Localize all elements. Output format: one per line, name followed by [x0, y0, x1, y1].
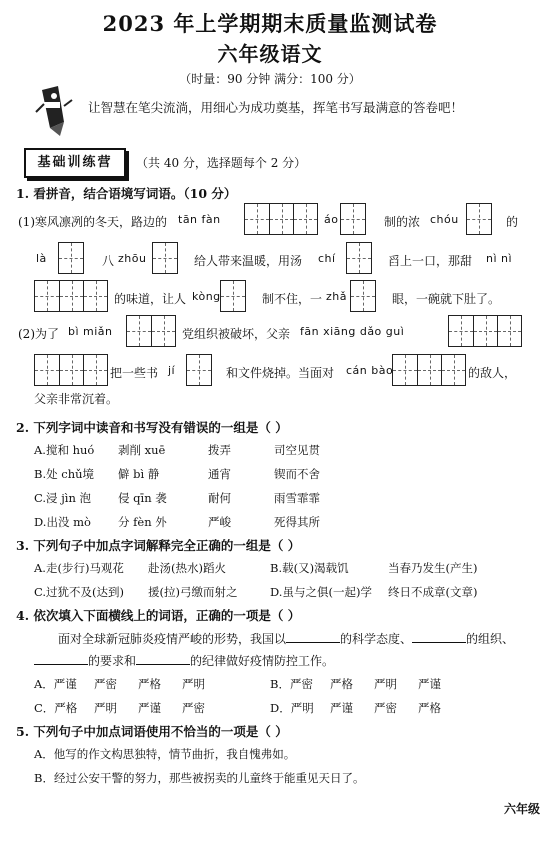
q4-option-a: 严格	[138, 677, 161, 691]
pinyin: tān fàn	[178, 213, 221, 226]
fill-blank[interactable]	[136, 653, 190, 665]
pinyin: fān xiāng dǎo guì	[300, 325, 405, 338]
writing-box[interactable]	[34, 280, 108, 312]
motto-text: 让智慧在笔尖流淌，用细心为成功奠基，挥笔书写最满意的答卷吧！	[88, 100, 464, 115]
q2-option: 司空见贯	[274, 443, 320, 457]
q3-option-c: 援(拉)弓缴而射之	[148, 585, 238, 599]
q2-option: A.搅和 huó	[34, 443, 95, 457]
q4-title: 4. 依次填入下面横线上的词语，正确的一项是（ ）	[16, 608, 301, 623]
q1-text: 把一些书	[110, 366, 159, 380]
q1-text: (1)寒风凛冽的冬天，路边的	[18, 215, 167, 229]
section-note: （共 40 分，选择题每个 2 分）	[136, 156, 307, 170]
q4-option-a: A．严谨	[34, 677, 77, 691]
q2-option: 剥削 xuē	[118, 443, 166, 457]
section-badge: 基础训练营	[24, 148, 126, 178]
q5-option-b: B．经过公安干警的努力，那些被拐卖的儿童终于能重见天日了。	[34, 771, 365, 785]
q2-option: 死得其所	[274, 515, 320, 529]
q1-text: 舀上一口，那甜	[388, 254, 473, 268]
q4-option-b: B．严密	[270, 677, 313, 691]
q4-option-d: 严格	[418, 701, 441, 715]
writing-box[interactable]	[466, 203, 492, 235]
pinyin: zhōu	[118, 252, 147, 265]
q3-option-b: 当春乃发生(产生)	[388, 561, 478, 575]
q5-option-a: A．他写的作文构思独特，情节曲折，我自愧弗如。	[34, 747, 296, 761]
q3-option-d: D.虽与之俱(一起)学	[270, 585, 372, 599]
pencil-mascot-icon	[30, 82, 76, 140]
pinyin: chí	[318, 252, 336, 265]
writing-box[interactable]	[340, 203, 366, 235]
q4-option-c: 严谨	[138, 701, 161, 715]
q1-text: 制不住，一	[262, 292, 323, 306]
pinyin: chóu	[430, 213, 459, 226]
q1-text: 党组织被破坏，父亲	[182, 327, 291, 341]
page-tag: 六年级	[504, 802, 540, 816]
q4-option-c: 严密	[182, 701, 205, 715]
q2-option: 分 fèn 外	[118, 515, 167, 529]
pinyin: cán bào	[346, 364, 394, 377]
pinyin: là	[36, 252, 47, 265]
q2-option: B.处 chǔ境	[34, 467, 95, 481]
pinyin: áo	[324, 213, 339, 226]
q1-text: 的敌人，	[468, 366, 517, 380]
q4-option-b: 严明	[374, 677, 397, 691]
pinyin: kòng	[192, 290, 221, 303]
q5-title: 5. 下列句子中加点词语使用不恰当的一项是（ ）	[16, 724, 288, 739]
q1-text: (2)为了	[18, 327, 59, 341]
q1-title: 1. 看拼音，结合语境写词语。（10 分）	[16, 186, 237, 201]
q4-option-c: C．严格	[34, 701, 78, 715]
writing-box[interactable]	[392, 354, 466, 386]
writing-box[interactable]	[350, 280, 376, 312]
writing-box[interactable]	[34, 354, 108, 386]
pinyin: bì miǎn	[68, 325, 113, 338]
q2-option: D.出没 mò	[34, 515, 91, 529]
q2-option: 雨雪霏霏	[274, 491, 320, 505]
q2-option: 通宵	[208, 467, 231, 481]
q1-text: 和文件烧掉。当面对	[226, 366, 335, 380]
q2-option: 僻 bì 静	[118, 467, 160, 481]
exam-title: 2023 年上学期期末质量监测试卷	[102, 11, 438, 36]
q4-option-c: 严明	[94, 701, 117, 715]
pinyin: nì nì	[486, 252, 513, 265]
q1-text: 眼，一碗就下肚了。	[392, 292, 501, 306]
q1-text: 父亲非常沉着。	[34, 392, 119, 406]
pinyin: jí	[168, 364, 176, 377]
q2-option: 拨弄	[208, 443, 231, 457]
fill-blank[interactable]	[412, 631, 466, 643]
q4-option-d: D．严明	[270, 701, 314, 715]
q4-option-a: 严明	[182, 677, 205, 691]
q1-text: 的味道，让人	[114, 292, 187, 306]
q4-option-d: 严密	[374, 701, 397, 715]
q1-text: 制的浓	[384, 215, 421, 229]
q2-option: C.浸 jìn 泡	[34, 491, 92, 505]
q1-text: 八	[102, 254, 115, 268]
q3-option-c: C.过犹不及(达到)	[34, 585, 125, 599]
writing-box[interactable]	[448, 315, 522, 347]
q1-text: 的	[506, 215, 519, 229]
q3-option-a: A.走(步行)马观花	[34, 561, 124, 575]
q3-option-b: B.载(又)渴载饥	[270, 561, 349, 575]
q4-option-b: 严谨	[418, 677, 441, 691]
writing-box[interactable]	[346, 242, 372, 274]
q2-option: 严峻	[208, 515, 231, 529]
q2-option: 锲而不舍	[274, 467, 320, 481]
exam-subtitle: 六年级语文	[217, 42, 323, 66]
pinyin: zhǎ	[326, 290, 347, 303]
q4-sentence: 的要求和 的纪律做好疫情防控工作。	[34, 652, 334, 669]
q4-option-d: 严谨	[330, 701, 353, 715]
q4-option-a: 严密	[94, 677, 117, 691]
q2-option: 侵 qīn 袭	[118, 491, 167, 505]
writing-box[interactable]	[126, 315, 176, 347]
fill-blank[interactable]	[34, 653, 88, 665]
q1-text: 给人带来温暖，用汤	[194, 254, 303, 268]
q4-sentence: 面对全球新冠肺炎疫情严峻的形势，我国以 的科学态度、 的组织、	[58, 632, 515, 646]
q2-option: 耐何	[208, 491, 231, 505]
exam-info: （时量：90 分钟 满分：100 分）	[179, 72, 361, 86]
writing-box[interactable]	[152, 242, 178, 274]
q3-option-a: 赴汤(热水)蹈火	[148, 561, 226, 575]
writing-box[interactable]	[58, 242, 84, 274]
q3-title: 3. 下列句子中加点字词解释完全正确的一组是（ ）	[16, 538, 301, 553]
fill-blank[interactable]	[286, 631, 340, 643]
writing-box[interactable]	[220, 280, 246, 312]
writing-box[interactable]	[244, 203, 318, 235]
q4-option-b: 严格	[330, 677, 353, 691]
q2-title: 2. 下列字词中读音和书写没有错误的一组是（ ）	[16, 420, 288, 435]
q3-option-d: 终日不成章(文章)	[388, 585, 478, 599]
writing-box[interactable]	[186, 354, 212, 386]
